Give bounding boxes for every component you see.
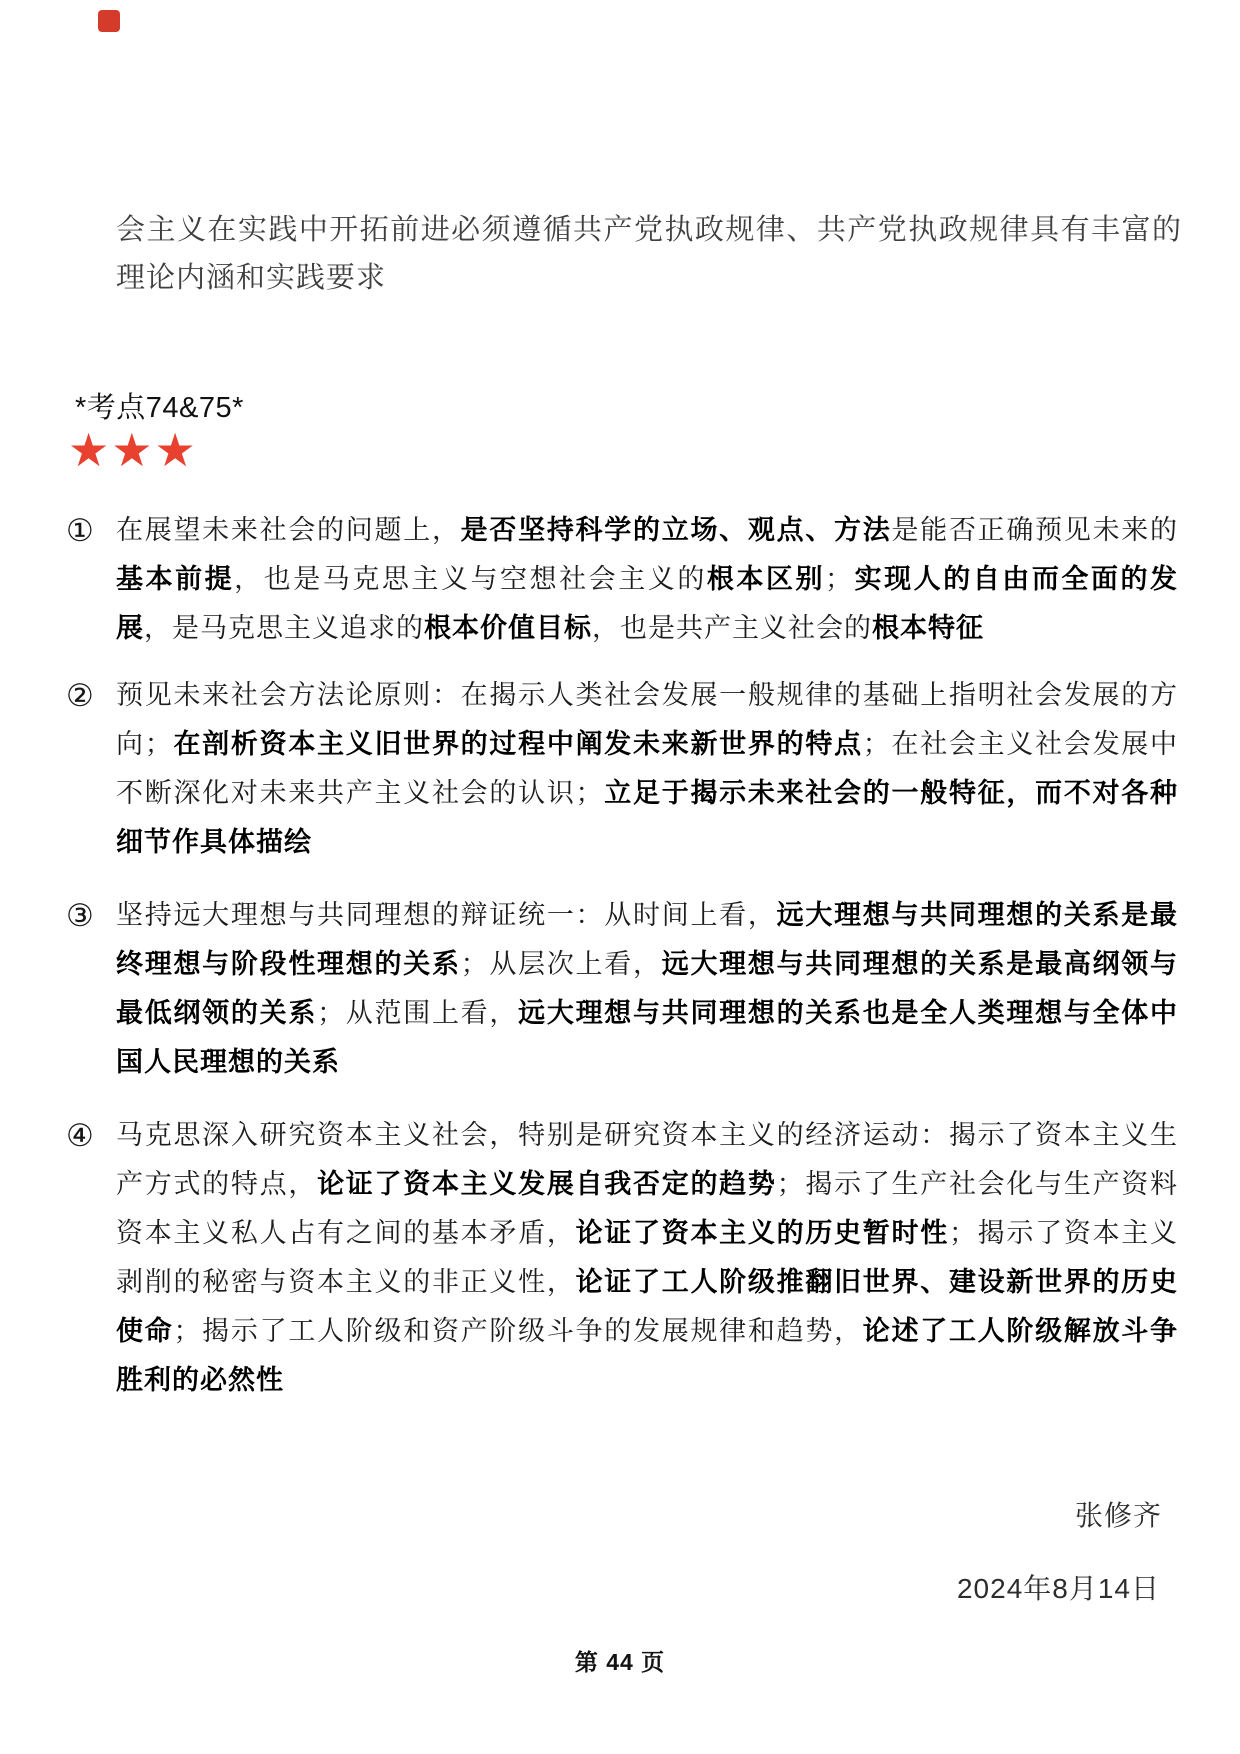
text-segment: 远大理想与共同理想的关系是最终理想与阶段性理想的关系 (116, 900, 1179, 979)
numbered-paragraph (66, 1111, 1178, 1405)
text-segment: ；在社会主义社会发展中不断深化对未来共产主义社会的认识； (116, 729, 1179, 808)
text-segment: 论证了资本主义的历史暂时性 (575, 1218, 949, 1248)
text-segment: ； (825, 564, 854, 594)
continuation-paragraph: 会主义在实践中开拓前进必须遵循共产党执政规律、共产党执政规律具有丰富的理论内涵和实践要求 (116, 214, 1182, 294)
text-segment: 是能否正确预见未来的 (891, 515, 1179, 545)
paragraph-marker: ① (66, 513, 94, 548)
text-segment: ；揭示了资本主义剥削的秘密与资本主义的非正义性， (116, 1218, 1179, 1297)
paragraph-list (66, 506, 1178, 1429)
paragraph-marker: ③ (66, 898, 94, 933)
text-segment: 远大理想与共同理想的关系也是全人类理想与全体中国人民理想的关系 (116, 998, 1179, 1077)
numbered-paragraph (66, 891, 1178, 1087)
text-segment: 立足于揭示未来社会的一般特征，而不对各种细节作具体描绘 (116, 778, 1179, 857)
numbered-paragraph (66, 671, 1178, 867)
three-star-rating: ★★★ (68, 424, 198, 476)
paragraph-marker: ④ (66, 1118, 94, 1153)
author-signature: 张修齐 (1074, 1500, 1162, 1531)
red-square-marker (98, 10, 120, 32)
text-segment: ；揭示了工人阶级和资产阶级斗争的发展规律和趋势， (173, 1316, 863, 1346)
numbered-paragraph (66, 506, 1178, 653)
exam-point-label: *考点74&75* (75, 392, 244, 424)
text-segment: 论证了资本主义发展自我否定的趋势 (317, 1169, 777, 1199)
paragraph-marker: ② (66, 678, 94, 713)
text-segment: ，也是共产主义社会的 (592, 613, 872, 643)
text-segment: 是否坚持科学的立场、观点、方法 (460, 515, 892, 545)
text-segment: ；揭示了生产社会化与生产资料资本主义私人占有之间的基本矛盾， (116, 1169, 1179, 1248)
text-segment: 预见未来社会方法论原则：在揭示人类社会发展一般规律的基础上指明社会发展的方向； (116, 680, 1178, 759)
text-segment: 在展望未来社会的问题上， (116, 515, 461, 545)
text-segment: ；从层次上看， (460, 949, 662, 979)
text-segment: 坚持远大理想与共同理想的辩证统一：从时间上看， (116, 900, 777, 930)
text-segment: 在剖析资本主义旧世界的过程中阐发未来新世界的特点 (172, 729, 863, 759)
text-segment: ，是马克思主义追求的 (144, 613, 424, 643)
text-segment: 实现人的自由而全面的发展 (116, 564, 1179, 643)
text-segment: 根本价值目标 (424, 613, 592, 643)
text-segment: 论述了工人阶级解放斗争胜利的必然性 (116, 1316, 1179, 1395)
page-number: 第 44 页 (574, 1649, 666, 1675)
text-segment: 根本区别 (706, 564, 826, 594)
text-segment: 论证了工人阶级推翻旧世界、建设新世界的历史使命 (116, 1267, 1179, 1346)
text-segment: 根本特征 (872, 613, 984, 643)
text-segment: ，也是马克思主义与空想社会主义的 (234, 564, 707, 594)
text-segment: ；从范围上看， (317, 998, 519, 1028)
text-segment: 马克思深入研究资本主义社会，特别是研究资本主义的经济运动：揭示了资本主义生产方式的特点， (116, 1120, 1178, 1199)
text-segment: 基本前提 (116, 564, 235, 594)
text-segment: 远大理想与共同理想的关系是最高纲领与最低纲领的关系 (116, 949, 1179, 1028)
document-date: 2024年8月14日 (956, 1573, 1160, 1604)
